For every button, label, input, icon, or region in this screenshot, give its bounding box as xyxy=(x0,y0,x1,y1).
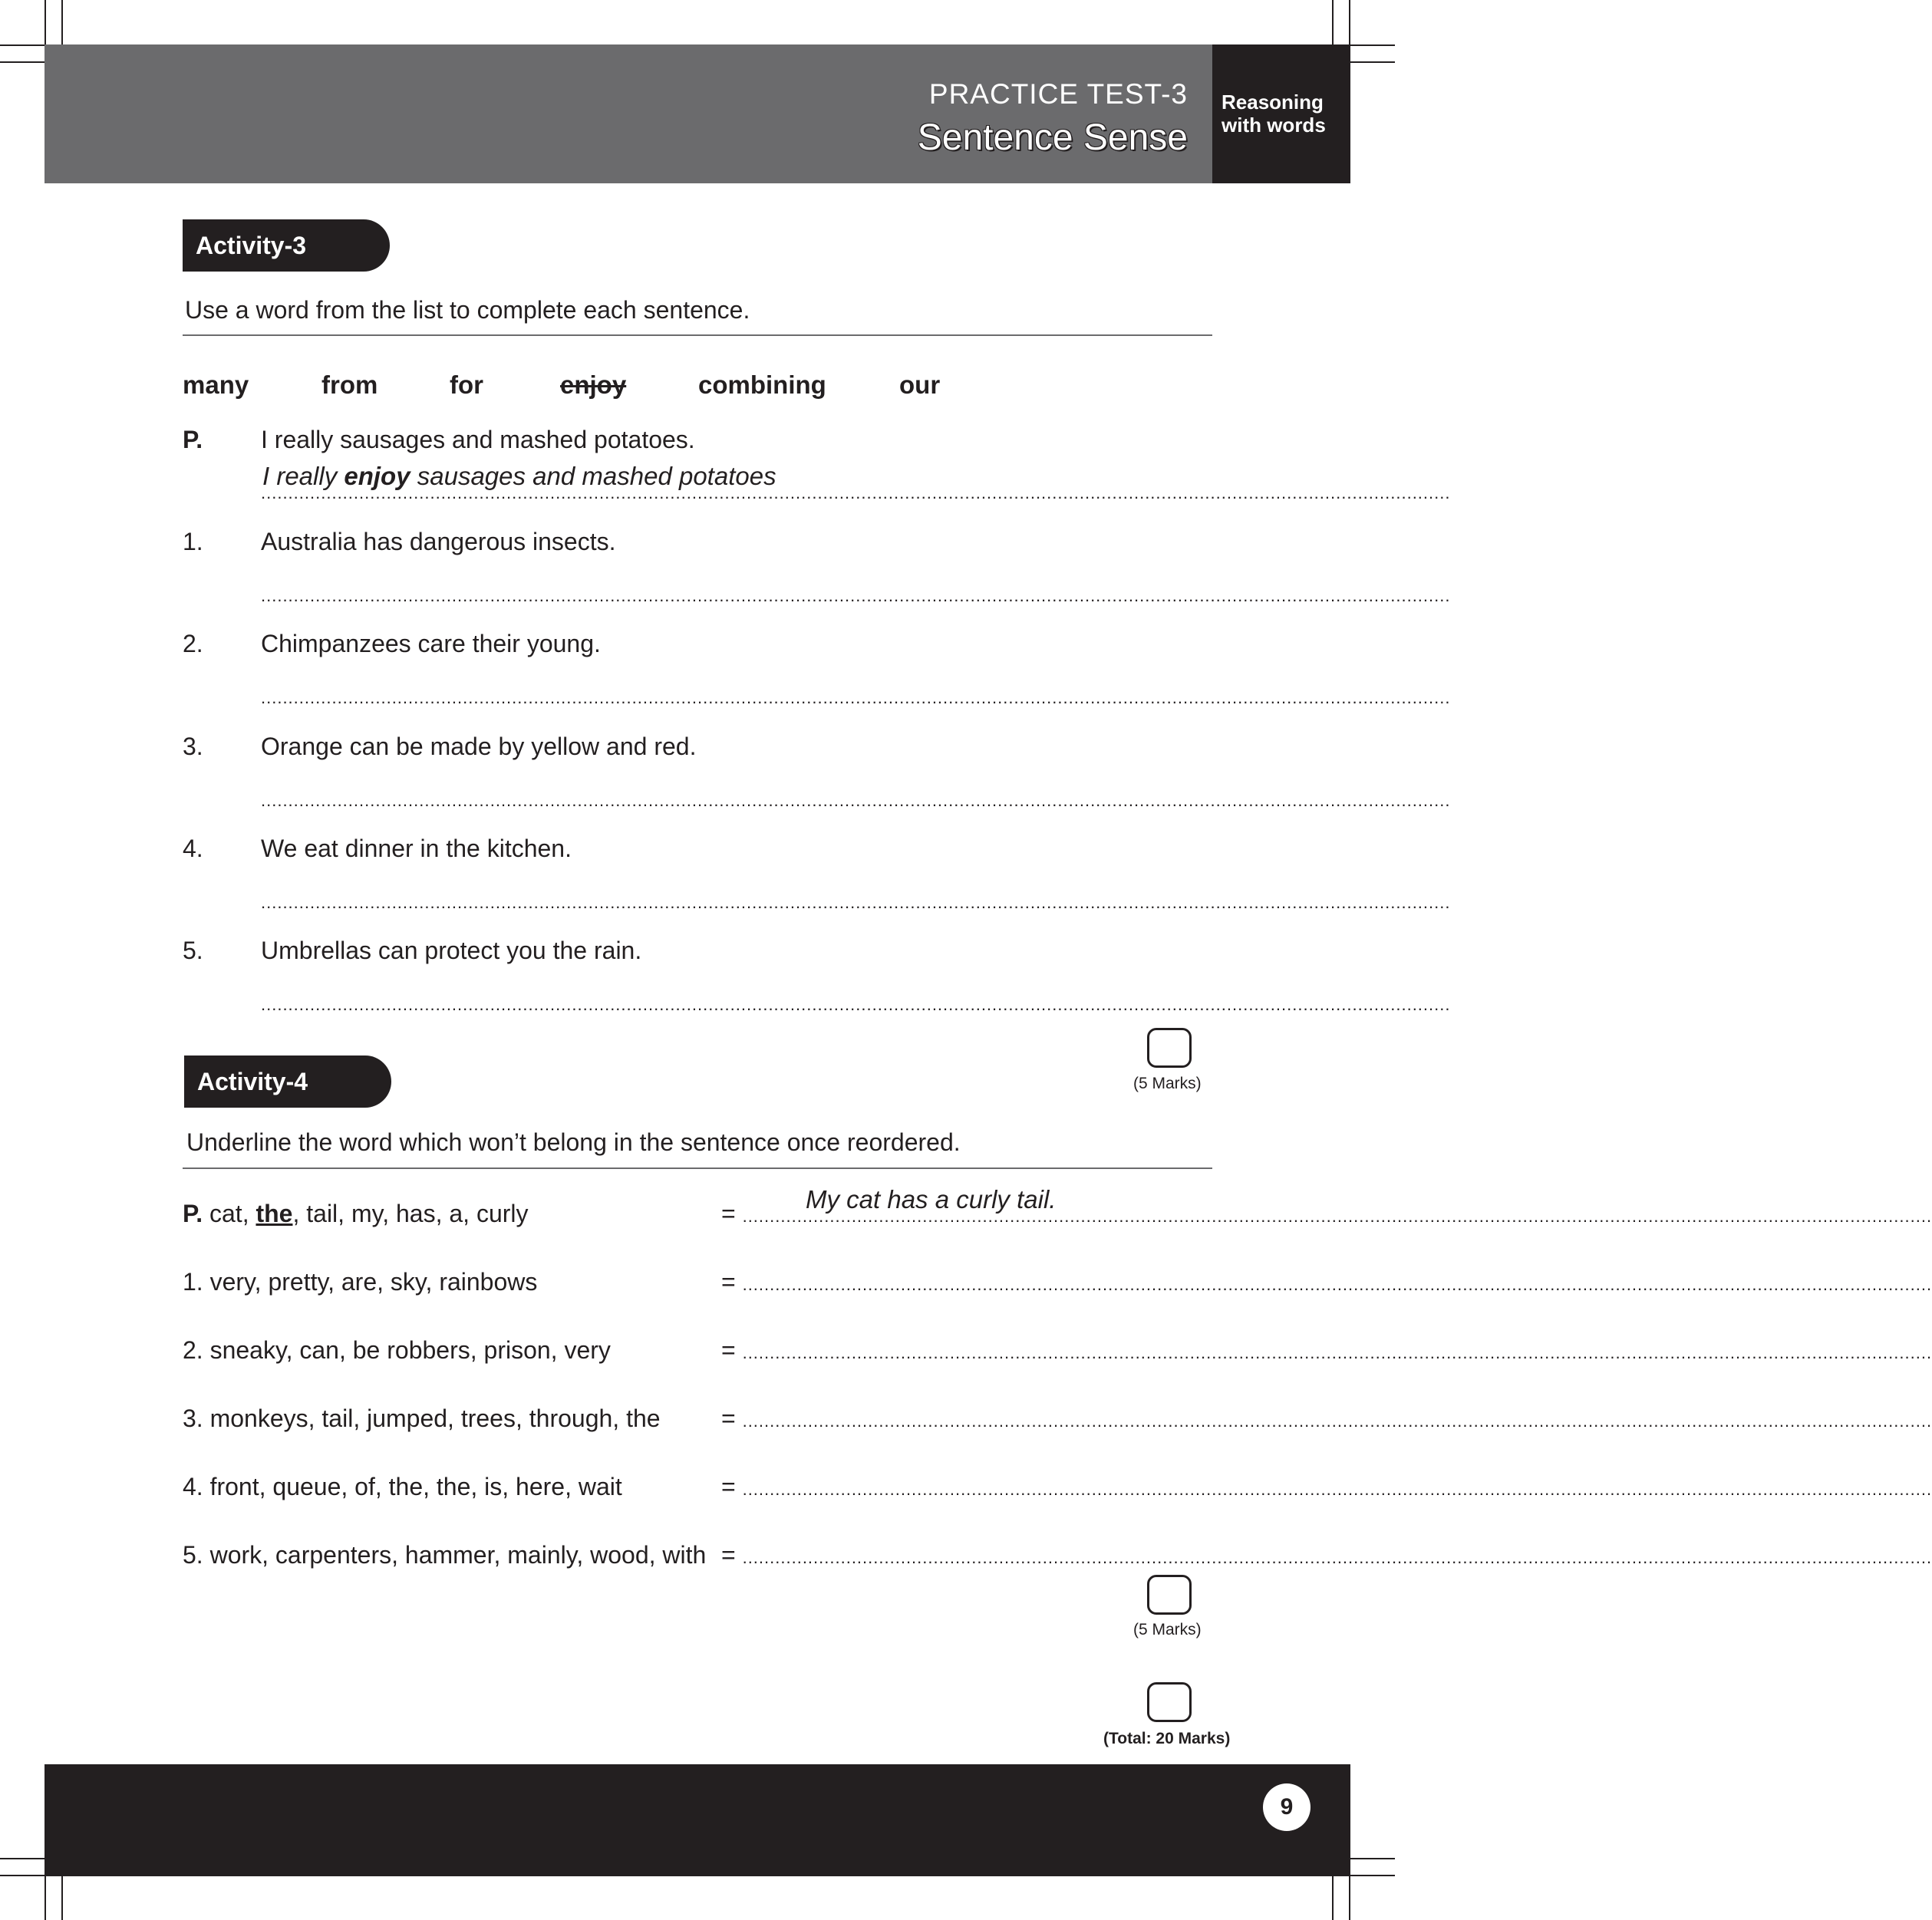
crop-mark xyxy=(45,0,46,46)
answer-field[interactable] xyxy=(721,1471,1932,1502)
answer-dots: .......................................................................................................................................................................................................................... xyxy=(742,1207,1932,1226)
equals-sign: = xyxy=(721,1268,736,1296)
instruction-divider xyxy=(183,1167,1212,1169)
crop-mark xyxy=(61,1874,63,1920)
question-text: Australia has dangerous insects. xyxy=(261,528,616,555)
example-words: cat, xyxy=(203,1200,256,1227)
example-reordered-answer: My cat has a curly tail. xyxy=(806,1185,1057,1214)
word-bank-item: combining xyxy=(698,370,826,399)
activity-4-instruction: Underline the word which won’t belong in the sentence once reordered. xyxy=(186,1128,961,1156)
question-text: Umbrellas can protect you the rain. xyxy=(261,937,642,964)
total-marks-label: (Total: 20 Marks) xyxy=(1103,1730,1231,1747)
activity-4-label: Activity-4 xyxy=(184,1056,391,1108)
equals-sign: = xyxy=(721,1200,736,1227)
answer-dots: .......................................................................................................................................................................................................................... xyxy=(261,791,1451,810)
example-words: , tail, my, has, a, curly xyxy=(292,1200,529,1227)
marks-label: (5 Marks) xyxy=(1133,1621,1202,1638)
crop-mark xyxy=(0,1875,46,1876)
answer-dots: .......................................................................................................................................................................................................................... xyxy=(261,995,1451,1014)
question-text: Orange can be made by yellow and red. xyxy=(261,733,697,760)
answer-dots: .......................................................................................................................................................................................................................... xyxy=(742,1548,1932,1567)
instruction-divider xyxy=(183,334,1212,336)
marks-box[interactable] xyxy=(1147,1028,1192,1068)
equals-sign: = xyxy=(721,1405,736,1432)
word-bank-item: for xyxy=(450,370,483,399)
equals-sign: = xyxy=(721,1541,736,1569)
equals-sign: = xyxy=(721,1336,736,1364)
crop-mark xyxy=(1349,0,1350,46)
question-text: Chimpanzees care their young. xyxy=(261,630,601,657)
example-answer-part: sausages and mashed potatoes xyxy=(410,462,776,490)
answer-field[interactable] xyxy=(721,1266,1932,1297)
header-title-block xyxy=(752,78,1212,161)
page-number: 9 xyxy=(1263,1783,1311,1831)
marks-box[interactable] xyxy=(1147,1575,1192,1615)
topic-tab-line2: with words xyxy=(1222,114,1326,137)
answer-line[interactable] xyxy=(261,586,1451,605)
question-number: 2. xyxy=(183,630,203,657)
crop-mark xyxy=(0,61,46,63)
answer-dots: .......................................................................................................................................................................................................................... xyxy=(261,688,1451,707)
crop-mark xyxy=(0,1858,46,1859)
question-number: 3. xyxy=(183,733,203,760)
crop-mark xyxy=(1349,1858,1395,1859)
underlined-word: the xyxy=(256,1200,293,1227)
question-number: 1. xyxy=(183,528,203,555)
example-sentence: I really sausages and mashed potatoes. xyxy=(261,426,695,453)
answer-line[interactable] xyxy=(261,791,1451,810)
answer-dots: .......................................................................................................................................................................................................................... xyxy=(261,586,1451,605)
answer-field xyxy=(721,1198,1932,1229)
word-bank-item: from xyxy=(321,370,378,399)
word-list-row: 2. sneaky, can, be robbers, prison, very xyxy=(183,1336,611,1364)
example-word-list xyxy=(183,1198,529,1229)
word-bank-item-crossed: enjoy xyxy=(560,370,627,399)
answer-dots: .......................................................................................................................................................................................................................... xyxy=(742,1275,1932,1294)
section-title: Sentence Sense xyxy=(917,117,1188,158)
word-bank-item: many xyxy=(183,370,249,399)
answer-dots: .......................................................................................................................................................................................................................... xyxy=(261,893,1451,912)
question-number: 5. xyxy=(183,937,203,964)
word-bank-item: our xyxy=(899,370,941,399)
question-number: 4. xyxy=(183,835,203,862)
crop-mark xyxy=(1332,0,1334,46)
crop-mark xyxy=(1349,44,1395,46)
crop-mark xyxy=(0,44,46,46)
answer-field[interactable] xyxy=(721,1540,1932,1570)
crop-mark xyxy=(1349,1875,1395,1876)
answer-dots: .......................................................................................................................................................................................................................... xyxy=(261,483,1451,502)
activity-3-instruction: Use a word from the list to complete each sentence. xyxy=(185,296,750,324)
answer-line xyxy=(261,483,1451,502)
answer-field[interactable] xyxy=(721,1403,1932,1434)
answer-dots: .......................................................................................................................................................................................................................... xyxy=(742,1343,1932,1362)
crop-mark xyxy=(45,1874,46,1920)
marks-label: (5 Marks) xyxy=(1133,1075,1202,1092)
topic-tab xyxy=(1212,44,1350,183)
answer-line[interactable] xyxy=(261,995,1451,1014)
question-text: We eat dinner in the kitchen. xyxy=(261,835,572,862)
activity-3-label: Activity-3 xyxy=(183,219,390,272)
example-answer-part: I really xyxy=(262,462,345,490)
answer-dots: .......................................................................................................................................................................................................................... xyxy=(742,1480,1932,1499)
crop-mark xyxy=(1332,1874,1334,1920)
answer-line[interactable] xyxy=(261,688,1451,707)
crop-mark xyxy=(61,0,63,46)
answer-field[interactable] xyxy=(721,1335,1932,1365)
example-number: P. xyxy=(183,426,203,453)
practice-test-title: PRACTICE TEST-3 xyxy=(928,78,1188,110)
topic-tab-line1: Reasoning xyxy=(1222,91,1324,114)
page-footer xyxy=(45,1764,1350,1876)
answer-dots: .......................................................................................................................................................................................................................... xyxy=(742,1411,1932,1431)
page-header xyxy=(45,44,1350,183)
word-list-row: 1. very, pretty, are, sky, rainbows xyxy=(183,1268,538,1296)
crop-mark xyxy=(1349,1874,1350,1920)
example-answer-word: enjoy xyxy=(344,462,410,490)
word-list-row: 4. front, queue, of, the, the, is, here, wait xyxy=(183,1473,622,1500)
word-list-row: 3. monkeys, tail, jumped, trees, through, the xyxy=(183,1405,661,1432)
answer-line[interactable] xyxy=(261,893,1451,912)
total-marks-box[interactable] xyxy=(1147,1682,1192,1722)
equals-sign: = xyxy=(721,1473,736,1500)
crop-mark xyxy=(1349,61,1395,63)
example-prefix: P. xyxy=(183,1200,203,1227)
word-list-row: 5. work, carpenters, hammer, mainly, wood, with xyxy=(183,1541,707,1569)
